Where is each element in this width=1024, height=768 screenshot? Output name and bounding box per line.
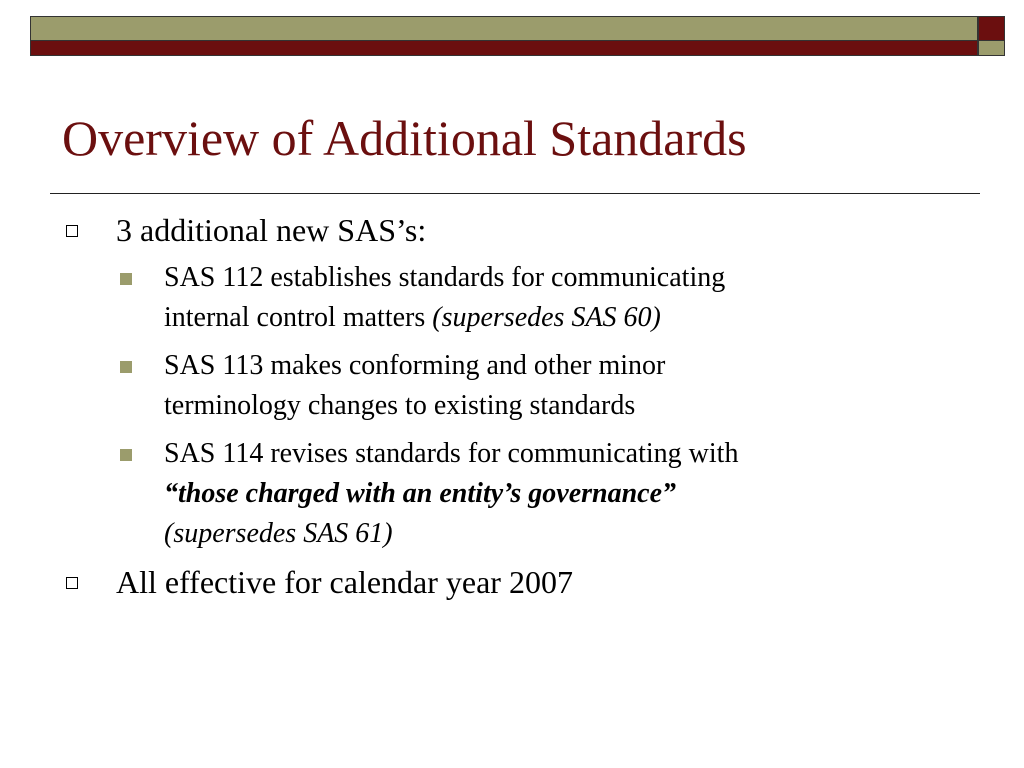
title-divider (50, 193, 980, 194)
sub-bullet-item (60, 258, 960, 338)
header-bar-olive-stripe (31, 17, 977, 41)
bullet-item (60, 562, 960, 602)
corner-maroon-square (979, 17, 1004, 41)
filled-square-bullet-icon (120, 449, 132, 461)
sub-bullet-line (164, 298, 960, 338)
header-bar (30, 16, 978, 56)
sub-bullet-line: SAS 114 revises standards for communicating with (164, 438, 739, 469)
sub-bullet-line: terminology changes to existing standards (164, 390, 636, 421)
slide-body (60, 210, 960, 610)
sub-bullet-item (60, 346, 960, 426)
filled-square-bullet-icon (120, 361, 132, 373)
hollow-square-bullet-icon (66, 577, 78, 589)
filled-square-bullet-icon (120, 273, 132, 285)
sub-bullet-line: SAS 112 establishes standards for communicating (164, 262, 726, 293)
bullet-text: 3 additional new SAS’s: (116, 212, 427, 248)
supersedes-note: (supersedes SAS 61) (164, 518, 393, 549)
slide-title: Overview of Additional Standards (62, 110, 747, 166)
sub-bullet-item (60, 434, 960, 554)
bullet-text: All effective for calendar year 2007 (116, 564, 573, 600)
header-bar-maroon-stripe (31, 41, 977, 55)
bullet-item (60, 210, 960, 250)
governance-quote: “those charged with an entity’s governance” (164, 478, 677, 509)
supersedes-note: (supersedes SAS 60) (432, 302, 661, 333)
header-corner-block (978, 16, 1005, 56)
sub-bullet-text: internal control matters (164, 302, 433, 333)
sub-bullet-line: SAS 113 makes conforming and other minor (164, 350, 666, 381)
corner-olive-square (979, 41, 1004, 55)
hollow-square-bullet-icon (66, 225, 78, 237)
